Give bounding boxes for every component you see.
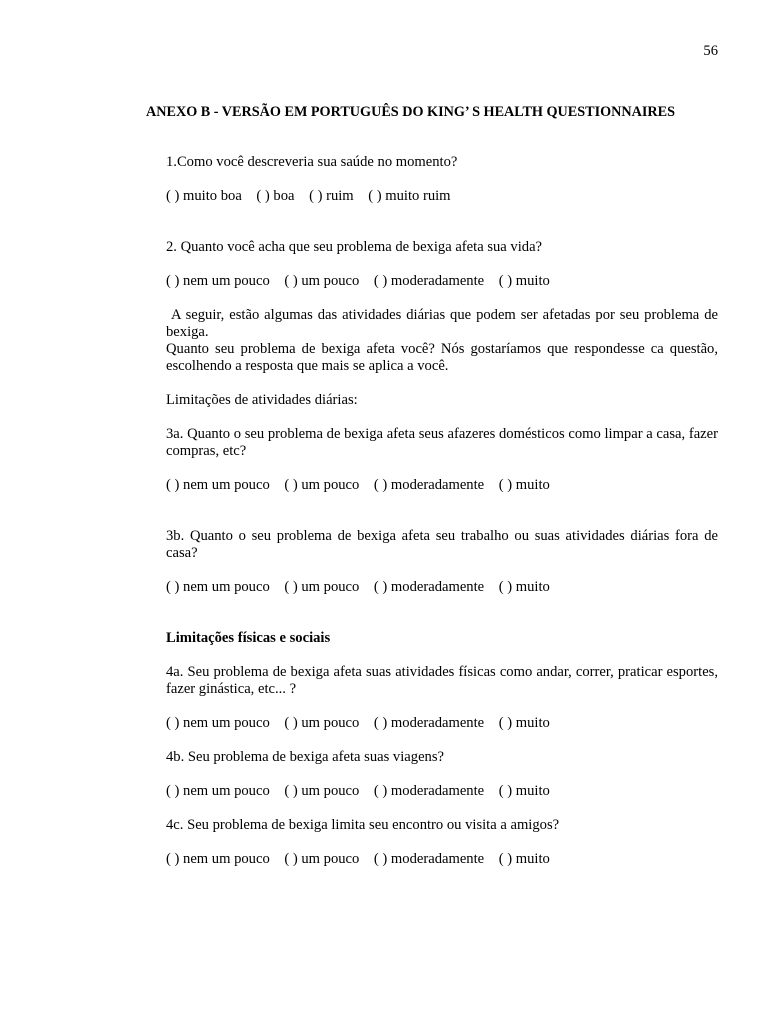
question-3b: 3b. Quanto o seu problema de bexiga afeta seu trabalho ou suas atividades diárias fora de casa? [166,528,718,561]
question-4c-options: ( ) nem um pouco ( ) um pouco ( ) moderadamente ( ) muito [166,851,550,867]
question-4b: 4b. Seu problema de bexiga afeta suas viagens? [166,749,444,765]
question-1: 1.Como você descreveria sua saúde no momento? [166,154,458,170]
intro-paragraph-2: Quanto seu problema de bexiga afeta você? Nós gostaríamos que respondesse ca questão, escolhendo a resposta que mais se aplica a você. [166,341,718,374]
section-daily-limitations: Limitações de atividades diárias: [166,392,358,408]
section-physical-social: Limitações físicas e sociais [166,630,331,646]
question-1-options: ( ) muito boa ( ) boa ( ) ruim ( ) muito ruim [166,188,451,204]
question-3a: 3a. Quanto o seu problema de bexiga afeta seus afazeres domésticos como limpar a casa, fazer compras, etc? [166,426,718,459]
question-3a-options: ( ) nem um pouco ( ) um pouco ( ) moderadamente ( ) muito [166,477,550,493]
question-4c: 4c. Seu problema de bexiga limita seu encontro ou visita a amigos? [166,817,560,833]
question-3b-options: ( ) nem um pouco ( ) um pouco ( ) moderadamente ( ) muito [166,579,550,595]
question-4a-options: ( ) nem um pouco ( ) um pouco ( ) moderadamente ( ) muito [166,715,550,731]
question-4b-options: ( ) nem um pouco ( ) um pouco ( ) moderadamente ( ) muito [166,783,550,799]
page-title: ANEXO B - VERSÃO EM PORTUGUÊS DO KING’ S HEALTH QUESTIONNAIRES [146,104,676,120]
question-2: 2. Quanto você acha que seu problema de bexiga afeta sua vida? [166,239,543,255]
questionnaire-body [166,154,722,868]
page-number: 56 [703,43,718,59]
question-4a: 4a. Seu problema de bexiga afeta suas atividades físicas como andar, correr, praticar esportes, fazer ginástica, etc... ? [166,664,718,697]
intro-paragraph-1: A seguir, estão algumas das atividades diárias que podem ser afetadas por seu problema de bexiga. [166,307,722,340]
question-2-options: ( ) nem um pouco ( ) um pouco ( ) moderadamente ( ) muito [166,273,550,289]
